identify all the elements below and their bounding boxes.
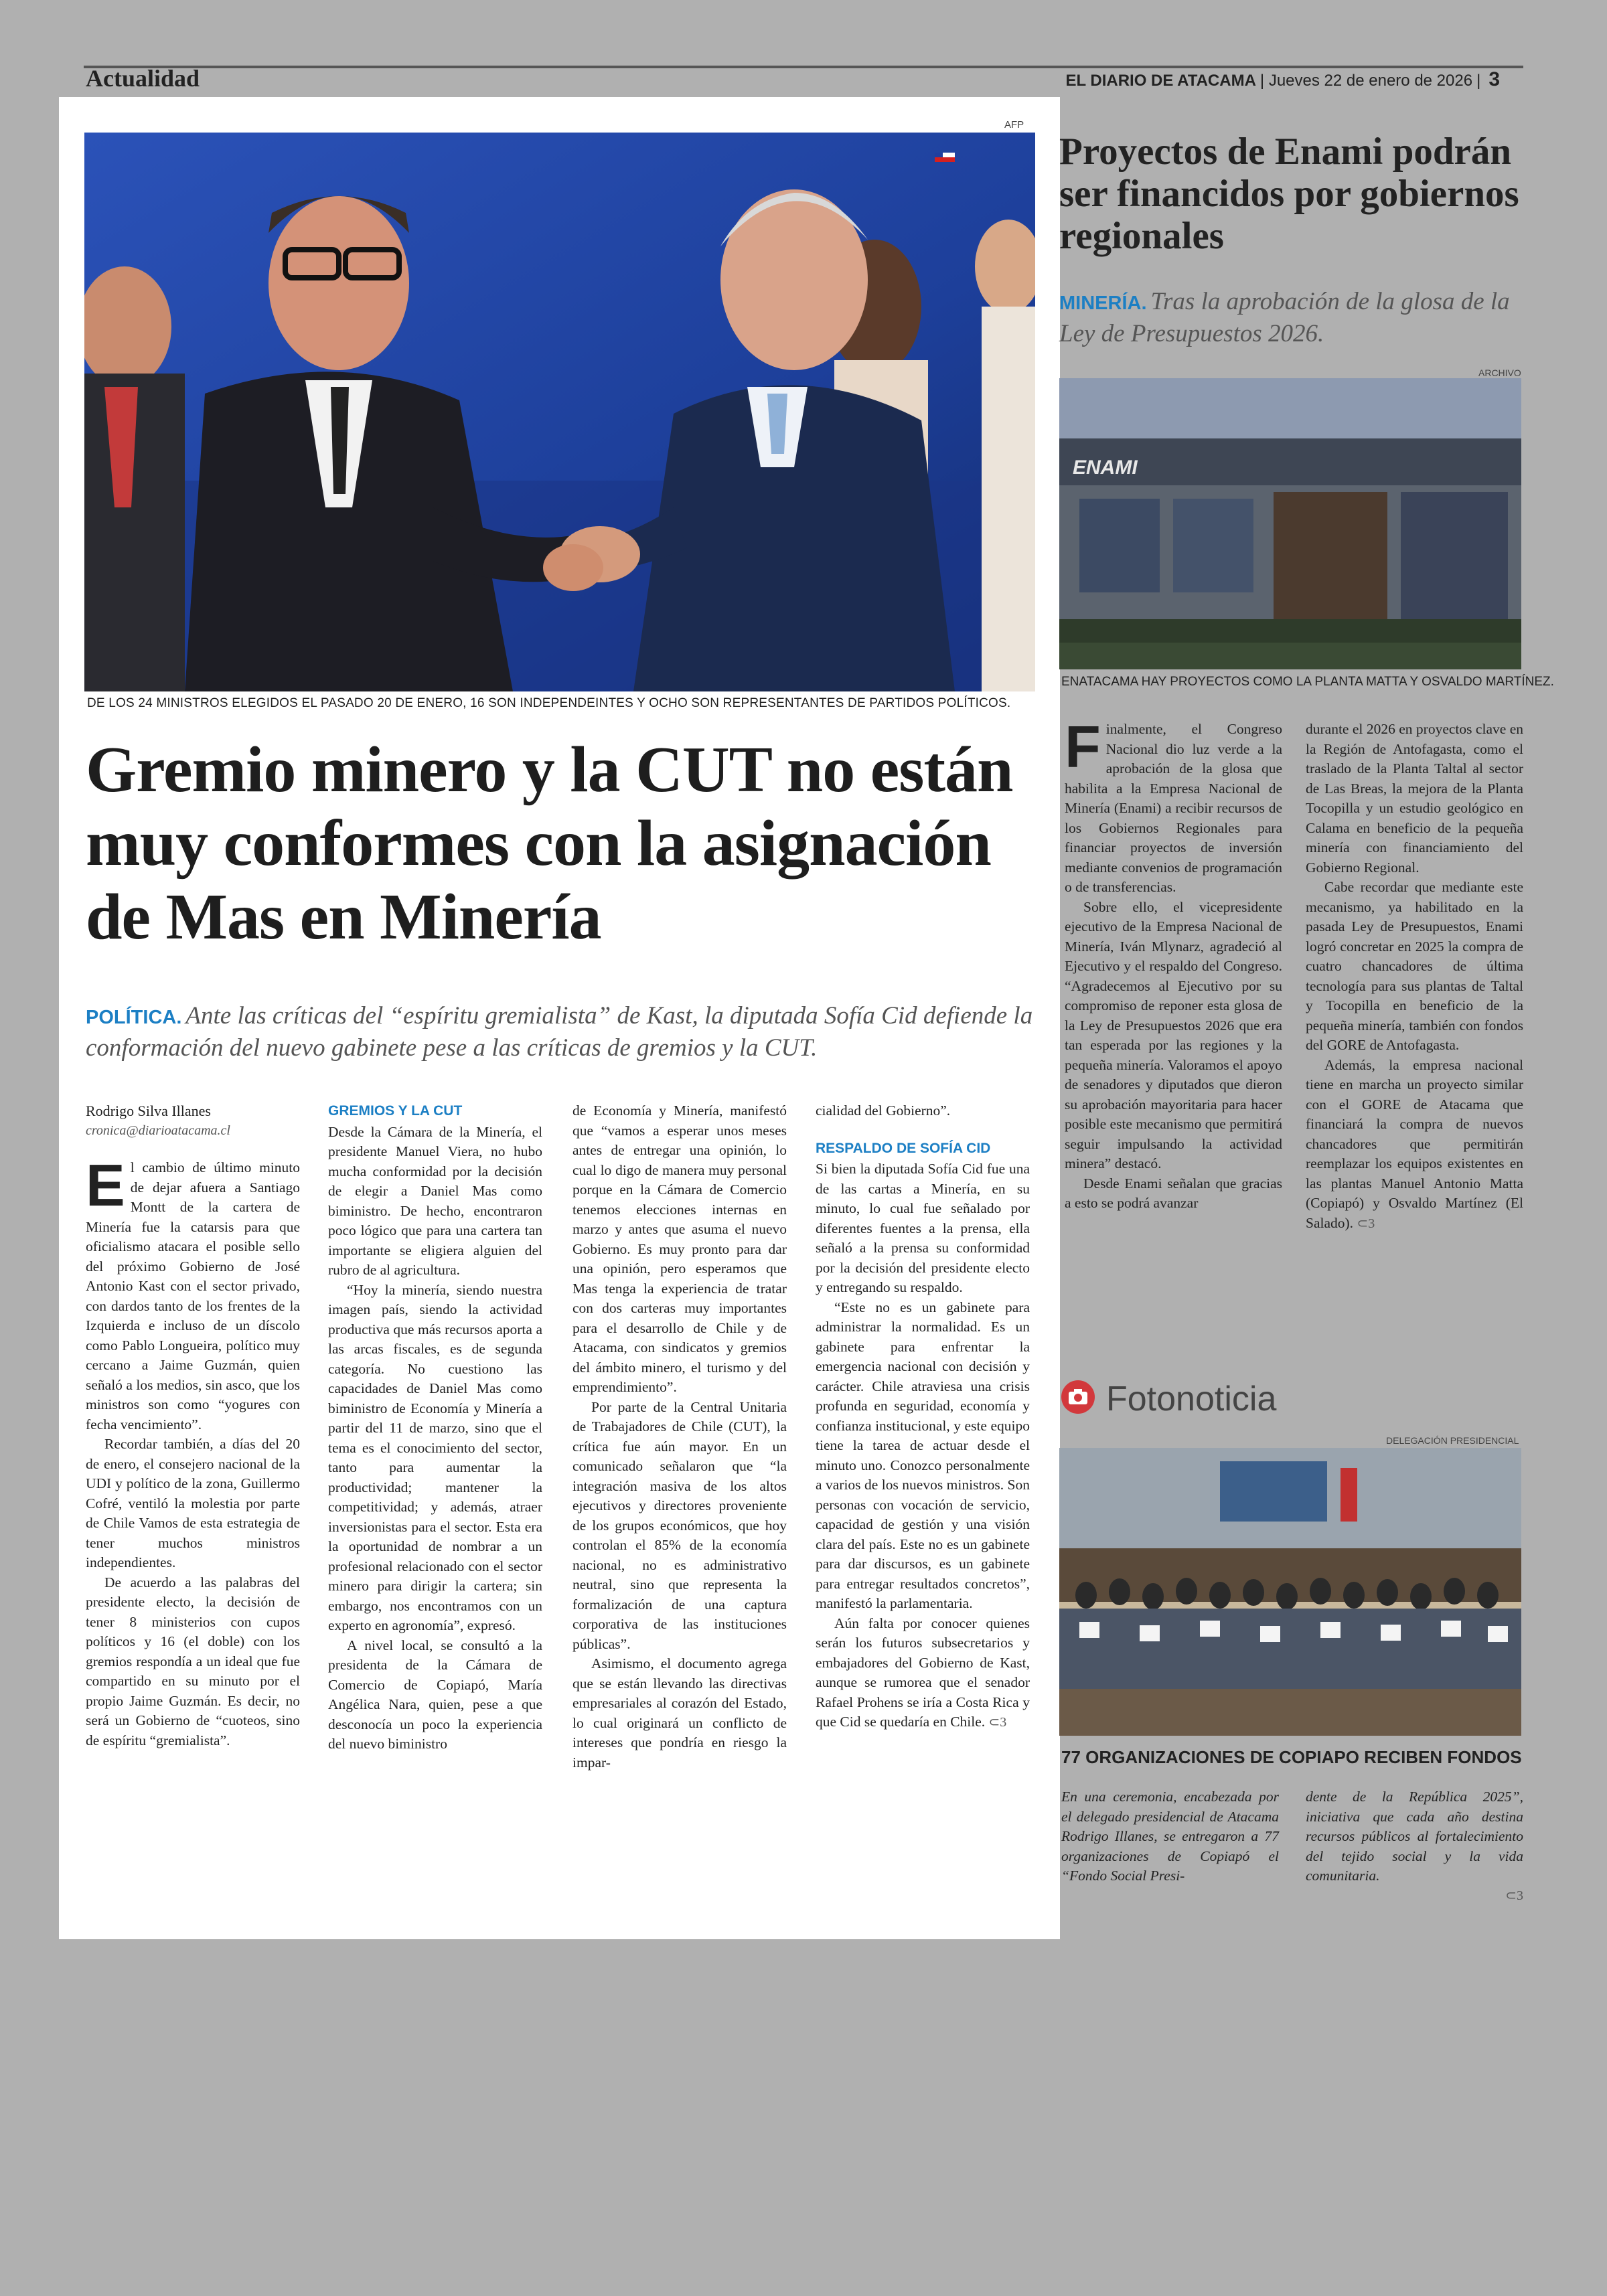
article-column-2 [328,1101,542,1754]
author-name: Rodrigo Silva Illanes [86,1102,211,1119]
article-column-1 [86,1101,300,1750]
fotonoticia-column-2 [1306,1787,1523,1906]
photo-caption: DE LOS 24 MINISTROS ELEGIDOS EL PASADO 20 DE ENERO, 16 SON INDEPENDEINTES Y OCHO SON REPRESENTANTES DE PARTIDOS POLÍTICOS. [87,696,1011,710]
group-photo [1059,1448,1521,1736]
subhead-respaldo: RESPALDO DE SOFÍA CID [816,1140,991,1156]
separator: | [1259,72,1269,90]
paragraph: Cabe recordar que mediante este mecanismo, ya habilitado en la pasada Ley de Presupuestos, Enami logró concretar en 2025 la compra de cuatro chancadores de última tecnología para sus plantas de Taltal y Tocopilla en beneficio de la pequeña minería, también con fondos del GORE de Antofagasta. [1306,879,1523,1053]
fotonoticia-photo-credit: DELEGACIÓN PRESIDENCIAL [1386,1435,1519,1446]
masthead [1065,68,1500,91]
paragraph: En una ceremonia, encabezada por el delegado presidencial de Atacama Rodrigo Illanes, se entregaron a 77 organizaciones de Copiapó el “Fondo Social Presi- [1061,1789,1279,1884]
paragraph: Desde Enami señalan que gracias a esto se podrá avanzar [1065,1175,1282,1211]
paragraph: Asimismo, el documento agrega que se están llevando las directivas empresariales al corazón del Estado, lo cual originará un conflicto de intereses que pondría en riesgo la impar- [572,1655,787,1771]
paragraph: de Economía y Minería, manifestó que “vamos a esperar unos meses antes de entregar una opinión, lo cual lo digo de manera muy personal porque en la Cámara de Comercio tenemos elecciones internas en marzo y antes que asuma el nuevo Gobierno. Es muy pronto para dar una opinión, pero esperamos que Mas tenga la experiencia de tratar con dos carteras muy importantes para el desarrollo de Chile y de Atacama, con sindicatos y gremios del ámbito minero, el turismo y del emprendimiento”. [572,1102,787,1395]
paragraph: El cambio de último minuto de dejar afuera a Santiago Montt de la cartera de Minería fue la catarsis para que oficialismo atacara el posible sello del próximo Gobierno de José Antonio Kast con el sector privado, con dardos tanto de los frentes de la Izquierda e incluso de un díscolo como Pablo Longueira, político muy cercano a Jaime Guzmán, quien señaló a los medios, sin asco, que los ministros son como “yogures con fecha vencimiento”. [86,1152,300,1432]
end-mark-icon: ⊂3 [1357,1216,1375,1231]
handshake-photo [84,133,1035,691]
section-title: Actualidad [86,65,200,92]
paragraph: A nivel local, se consultó a la presidenta de la Cámara de Comercio de Copiapó, María Angélica Nara, quien, pese a que desconocía un poco la experiencia del nuevo biministro [328,1637,542,1752]
main-photo [84,133,1035,691]
end-mark-icon: ⊂3 [1505,1888,1523,1903]
separator: | [1476,72,1481,90]
paragraph: Finalmente, el Congreso Nacional dio luz verde a la aprobación de la glosa que habilita a la Empresa Nacional de Minería (Enami) a recibir recursos de los Gobiernos Regionales para financiar proyectos de inversión mediante convenios de programación o de transferencias. [1065,714,1282,895]
paragraph: cialidad del Gobierno”. [816,1102,951,1119]
paragraph: dente de la República 2025”, iniciativa que cada año destina recursos públicos al fortalecimiento del tejido social y la vida comunitaria. [1306,1789,1523,1884]
drop-cap: E [86,1152,125,1218]
building-photo [1059,378,1521,669]
drop-cap: F [1065,714,1101,780]
side-column-1 [1065,714,1282,1214]
enami-sign-text: ENAMI [1073,457,1138,479]
fotonoticia-column-1 [1061,1787,1279,1886]
deck-text: Ante las críticas del “espíritu gremialista” de Kast, la diputada Sofía Cid defiende la conformación del nuevo gabinete pese a las críticas de gremios y la CUT. [86,1002,1033,1062]
side-photo-credit: ARCHIVO [1478,367,1521,378]
paragraph: Además, la empresa nacional tiene en marcha un proyecto similar con el GORE de Atacama que financiará la compra de nuevos chancadores que permitirán reemplazar los equipos existentes en las plantas Manuel Antonio Matta (Copiapó) y Osvaldo Martínez (El Salado). ⊂3 [1306,1056,1523,1231]
side-photo-caption: ENATACAMA HAY PROYECTOS COMO LA PLANTA MATTA Y OSVALDO MARTÍNEZ. [1061,675,1554,689]
paragraph: Sobre ello, el vicepresidente ejecutivo de la Empresa Nacional de Minería, Iván Mlynarz, agradeció al Ejecutivo y el respaldo del Congreso. “Agradecemos al Ejecutivo por su compromiso de reponer esta glosa de la Ley de Presupuestos 2026 que era tan esperada por las regiones y la pequeña minería. Valoramos el apoyo de senadores y diputados que dieron su aprobación mayoritaria para hacer posible este mecanismo que permitirá seguir impulsando la actividad minera” destacó. [1065,898,1282,1171]
newspaper-name: EL DIARIO DE ATACAMA [1065,72,1256,90]
issue-date: Jueves 22 de enero de 2026 [1268,72,1473,90]
fotonoticia-headline: 77 ORGANIZACIONES DE COPIAPO RECIBEN FONDOS [1061,1747,1522,1767]
enami-building-photo [1059,378,1521,669]
section-kicker: POLÍTICA. [86,1007,182,1028]
subhead-gremios: GREMIOS Y LA CUT [328,1103,463,1119]
article-column-4 [816,1101,1030,1733]
camera-icon [1061,1380,1095,1414]
article-column-3 [572,1101,787,1773]
paragraph: durante el 2026 en proyectos clave en la Región de Antofagasta, como el traslado de la Planta Taltal al sector de Las Breas, la mejora de la Planta Tocopilla y un estudio geológico en Calama en beneficio de la pequeña minería con financiamiento del Gobierno Regional. [1306,721,1523,876]
side-deck-text: Tras la aprobación de la glosa de la Ley de Presupuestos 2026. [1059,288,1510,347]
photo-credit: AFP [1004,119,1024,131]
paragraph: “Este no es un gabinete para administrar la normalidad. Es un gabinete para enfrentar la emergencia nacional con decisión y carácter. Chile atraviesa una crisis profunda en seguridad, economía y confianza institucional, y este equipo tiene la tarea de actuar desde el minuto uno. Conozco personalmente a varios de los nuevos ministros. Son personas con vocación de servicio, capacidad de gestión y una visión clara del país. Este no es un gabinete para dar discursos, es un gabinete para entregar resultados concretos”, manifestó la parlamentaria. [816,1299,1030,1611]
fotonoticia-label: Fotonoticia [1106,1380,1277,1418]
paragraph: De acuerdo a las palabras del presidente electo, la decisión de tener 8 ministerios con cupos políticos y 16 (el doble) con los gremios respondía a un ideal que fue compartido en su minuto por el propio Jaime Guzmán. Es decir, no será un Gobierno de “cuoteos, sino de espíritu “gremialista”. [86,1574,300,1748]
paragraph: Desde la Cámara de la Minería, el presidente Manuel Viera, no hubo mucha conformidad por la decisión de elegir a Daniel Mas como biministro. De hecho, encontraron poco lógico que para una cartera tan importante se eligiera alguien del rubro de al agricultura. [328,1123,542,1278]
paragraph: Por parte de la Central Unitaria de Trabajadores de Chile (CUT), la crítica fue aún mayor. En un comunicado señalaron que “la integración masiva de los altos ejecutivos y directores proveniente de los grupos económicos, que hoy controlan el 85% de la economía nacional, no es administrativo neutral, sino que representa la formalización de una captura corporativa de las instituciones públicas”. [572,1398,787,1652]
paragraph: Si bien la diputada Sofía Cid fue una de las cartas a Minería, en su minuto, lo cual fue señalado por diferentes fuentes a la prensa, ella señaló a la prensa su conformidad por la decisión del presidente electo y entregando su respaldo. [816,1161,1030,1295]
paragraph: “Hoy la minería, siendo nuestra imagen país, siendo la actividad productiva que más recursos aporta a las arcas fiscales, es de segunda categoría. No cuestiono las capacidades de Daniel Mas como biministro de Economía y Minería a partir del 11 de marzo, sino que el tema es el conocimiento del sector, tanto para aumentar la productividad; mantener la competitividad; y además, atraer inversionistas para el sector. Esta era la oportunidad de nombrar a un profesional relacionado con el sector minero para dirigir la cartera; sin embargo, nos encontramos con un experto en agronomía”, expresó. [328,1281,542,1633]
side-deck [1059,286,1528,349]
side-headline: Proyectos de Enami podrán ser financidos por gobiernos regionales [1059,131,1519,257]
side-kicker: MINERÍA. [1059,293,1147,314]
main-deck [86,1001,1043,1064]
side-column-2 [1306,720,1523,1234]
end-mark-icon: ⊂3 [988,1715,1007,1730]
author-email[interactable]: cronica@diarioatacama.cl [86,1123,230,1138]
ceremony-photo [1059,1448,1521,1736]
paragraph: Aún falta por conocer quienes serán los futuros subsecretarios y embajadores del Gobierno de Kast, aunque se rumorea que el senador Rafael Prohens se iría a Costa Rica y que Cid se quedaría en Chile. ⊂3 [816,1615,1030,1730]
paragraph: Recordar también, a días del 20 de enero, el consejero nacional de la UDI y político de la zona, Guillermo Cofré, ventiló la molestia por parte de Chile Vamos de esta estrategia de tener muchos ministros independientes. [86,1436,300,1570]
page-number: 3 [1488,68,1500,90]
main-headline: Gremio minero y la CUT no están muy conformes con la asignación de Mas en Minería [86,734,1013,953]
